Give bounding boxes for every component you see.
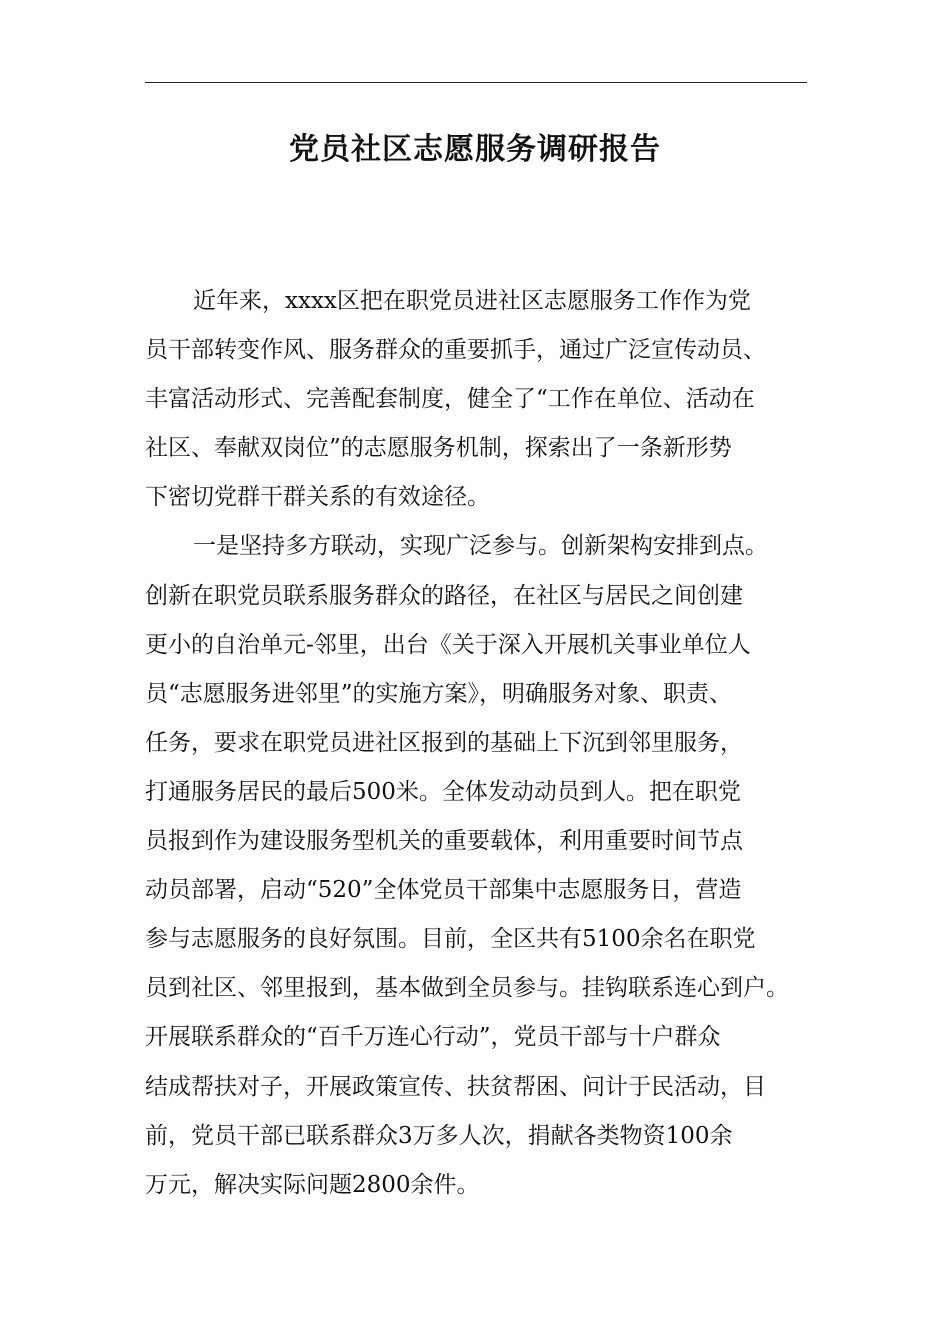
document-title: 党员社区志愿服务调研报告: [289, 132, 661, 167]
text-line: 任务，要求在职党员进社区报到的基础上下沉到邻里服务，: [145, 729, 743, 756]
text-line: 员干部转变作风、服务群众的重要抓手，通过广泛宣传动员、: [145, 337, 766, 364]
text-line: 丰富活动形式、完善配套制度，健全了“工作在单位、活动在: [145, 386, 755, 413]
text-line: 参与志愿服务的良好氛围。目前，全区共有5100余名在职党: [145, 926, 756, 953]
text-line: 创新在职党员联系服务群众的路径，在社区与居民之间创建: [145, 582, 743, 609]
text-line: 员“志愿服务进邻里”的实施方案》，明确服务对象、职责、: [145, 680, 733, 707]
text-line: 一是坚持多方联动，实现广泛参与。创新架构安排到点。: [193, 533, 768, 560]
text-line: 更小的自治单元-邻里，出台《关于深入开展机关事业单位人: [145, 631, 751, 658]
text-line: 打通服务居民的最后500米。全体发动动员到人。把在职党: [145, 778, 741, 805]
text-line: 万元，解决实际问题2800余件。: [145, 1171, 480, 1198]
document-body: [145, 277, 815, 1210]
text-line: 开展联系群众的“百千万连心行动”，党员干部与十户群众: [145, 1024, 721, 1051]
text-line: 动员部署，启动“520”全体党员干部集中志愿服务日，营造: [145, 877, 742, 904]
text-line: 结成帮扶对子，开展政策宣传、扶贫帮困、问计于民活动，目: [145, 1073, 766, 1100]
text-line: 近年来，xxxx区把在职党员进社区志愿服务工作作为党: [193, 288, 751, 314]
text-line: 员到社区、邻里报到，基本做到全员参与。挂钩联系连心到户。: [145, 975, 789, 1002]
text-line: 下密切党群干群关系的有效途径。: [145, 484, 490, 511]
text-line: 社区、奉献双岗位”的志愿服务机制，探索出了一条新形势: [145, 435, 732, 462]
text-line: 前，党员干部已联系群众3万多人次，捐献各类物资100余: [145, 1122, 733, 1149]
header-rule: [145, 82, 807, 83]
text-line: 员报到作为建设服务型机关的重要载体，利用重要时间节点: [145, 828, 743, 855]
